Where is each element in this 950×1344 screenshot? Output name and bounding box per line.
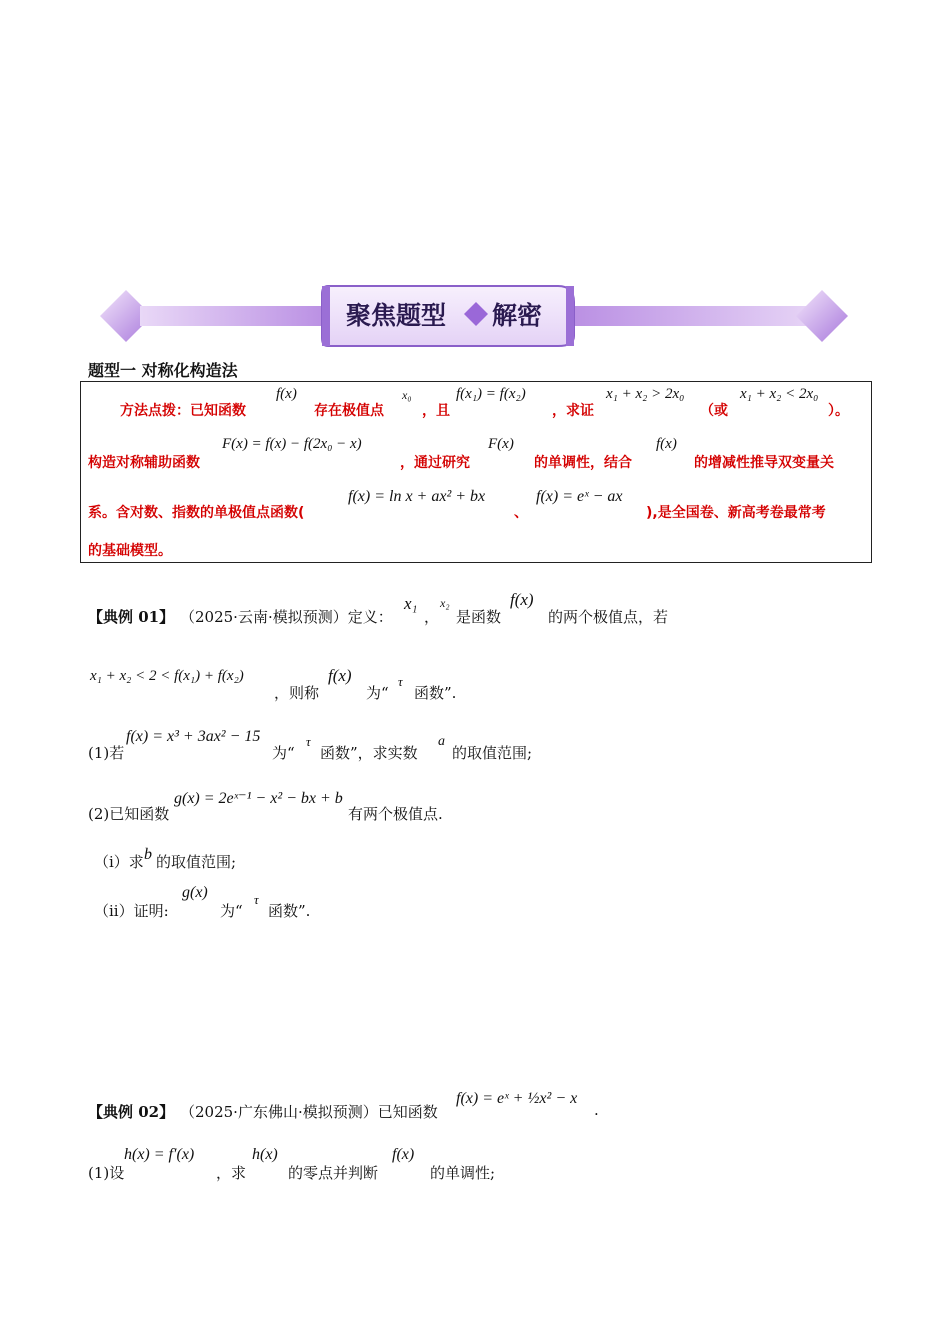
method-text: ),是全国卷、新高考卷最常考 bbox=[646, 505, 826, 521]
text: 函数”. bbox=[414, 684, 457, 702]
math-fx: f(x) bbox=[328, 666, 352, 685]
text: 的取值范围; bbox=[156, 853, 237, 871]
math-x2: x₂ bbox=[440, 596, 450, 610]
banner-right-text: 解密 bbox=[492, 301, 543, 330]
q2-label: (2)已知函数 bbox=[88, 805, 170, 823]
text: ，则称 bbox=[274, 684, 320, 702]
math-q2-g: g(x) = 2eˣ⁻¹ − x² − bx + b bbox=[174, 790, 343, 807]
section-banner bbox=[96, 280, 856, 352]
method-text: 存在极值点 bbox=[314, 403, 384, 419]
q2ii-label: （ii）证明: bbox=[94, 902, 169, 920]
method-text: 的单调性，结合 bbox=[534, 455, 632, 471]
example1-source: （2025·云南·模拟预测）定义： bbox=[180, 608, 393, 626]
text: 的两个极值点，若 bbox=[548, 608, 669, 626]
math-q1-f: f(x) = x³ + 3ax² − 15 bbox=[126, 728, 261, 745]
method-text: ）。 bbox=[828, 403, 849, 419]
left-bar bbox=[140, 306, 330, 326]
math-tau: τ bbox=[398, 674, 403, 689]
math-ineq-gt: x₁ + x₂ > 2x₀ bbox=[606, 386, 685, 402]
banner-left-text: 聚焦题型 bbox=[346, 301, 447, 330]
q1-label: (1)若 bbox=[88, 744, 125, 762]
text: 是函数 bbox=[456, 608, 502, 626]
text: 的取值范围; bbox=[452, 744, 533, 762]
q2i-label: （i）求 bbox=[94, 853, 144, 871]
math-x0: x₀ bbox=[402, 388, 412, 402]
math-fx: f(x) bbox=[276, 386, 297, 402]
math-hx-def: h(x) = f′(x) bbox=[124, 1146, 195, 1163]
method-text: ，通过研究 bbox=[400, 455, 470, 471]
right-diamond bbox=[796, 290, 848, 342]
math-gx: g(x) bbox=[182, 884, 208, 901]
text: 的零点并判断 bbox=[288, 1164, 379, 1182]
text: 函数”. bbox=[268, 902, 311, 920]
method-text: 的基础模型。 bbox=[88, 543, 172, 559]
text: 有两个极值点. bbox=[348, 805, 443, 823]
method-text: （或 bbox=[700, 403, 728, 419]
method-text: 构造对称辅助函数 bbox=[88, 455, 200, 471]
method-text: 系。含对数、指数的单极值点函数( bbox=[88, 505, 305, 521]
text: 函数”，求实数 bbox=[320, 744, 418, 762]
example1-tag: 【典例 01】 bbox=[88, 608, 175, 626]
text: 的单调性; bbox=[430, 1164, 496, 1182]
math-fx-def: f(x) = eˣ + ½x² − x bbox=[456, 1090, 578, 1107]
method-text: ，求证 bbox=[552, 403, 594, 419]
math-fx: f(x) bbox=[510, 590, 534, 609]
section-title: 题型一 对称化构造法 bbox=[88, 361, 238, 380]
method-text: 方法点拨：已知函数 bbox=[120, 403, 246, 419]
math-ineq-lt: x₁ + x₂ < 2x₀ bbox=[740, 386, 819, 402]
math-x1: x₁ bbox=[404, 594, 418, 613]
math-F-def: F(x) = f(x) − f(2x₀ − x) bbox=[222, 436, 362, 452]
math-fx: f(x) bbox=[656, 436, 677, 452]
example2-source: （2025·广东佛山·模拟预测）已知函数 bbox=[180, 1103, 438, 1121]
math-tau: τ bbox=[306, 734, 311, 749]
math-f-ln: f(x) = ln x + ax² + bx bbox=[348, 488, 486, 505]
text: . bbox=[594, 1101, 599, 1119]
right-bar bbox=[566, 306, 828, 326]
example2-tag: 【典例 02】 bbox=[88, 1103, 175, 1121]
math-hx: h(x) bbox=[252, 1146, 278, 1163]
method-text: 、 bbox=[514, 505, 528, 521]
text: 为“ bbox=[220, 902, 243, 920]
math-Fx: F(x) bbox=[488, 436, 514, 452]
method-text: 的增减性推导双变量关 bbox=[694, 455, 834, 471]
math-condition: x₁ + x₂ < 2 < f(x₁) + f(x₂) bbox=[90, 668, 244, 684]
text: ，求 bbox=[216, 1164, 247, 1182]
math-fx: f(x) bbox=[392, 1146, 415, 1163]
math-tau: τ bbox=[254, 892, 259, 907]
q1-label: (1)设 bbox=[88, 1164, 125, 1182]
text: ， bbox=[424, 608, 440, 626]
math-b: b bbox=[144, 846, 152, 863]
method-text: ，且 bbox=[422, 403, 450, 419]
math-fx1-eq-fx2: f(x₁) = f(x₂) bbox=[456, 386, 526, 402]
math-f-exp: f(x) = eˣ − ax bbox=[536, 488, 623, 505]
math-a: a bbox=[438, 734, 445, 749]
text: 为“ bbox=[366, 684, 389, 702]
text: 为“ bbox=[272, 744, 295, 762]
